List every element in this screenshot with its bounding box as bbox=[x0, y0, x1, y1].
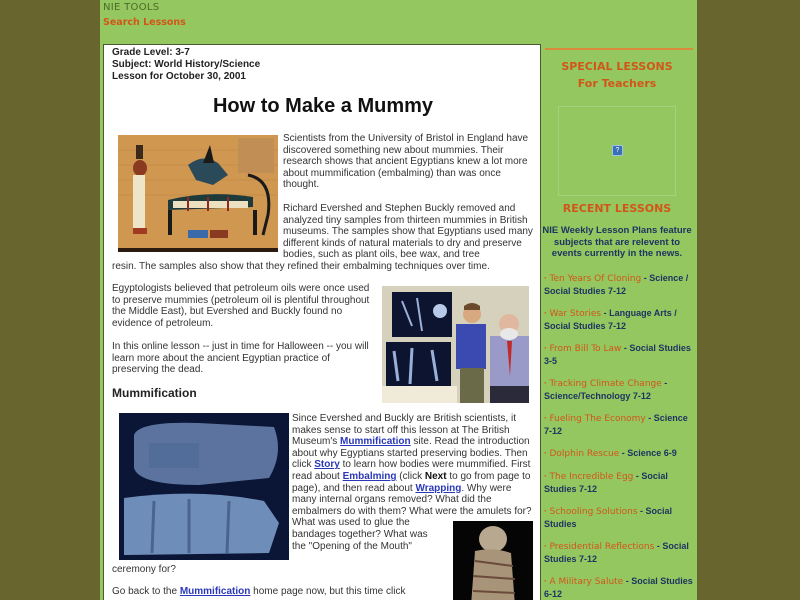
lesson-subject: Science 7-12 bbox=[544, 412, 688, 436]
lesson-link[interactable]: From Bill To Law bbox=[549, 343, 622, 354]
list-item: · A Military Salute - Social Studies 6-12 bbox=[544, 575, 693, 599]
special-lessons-title: SPECIAL LESSONS bbox=[561, 60, 673, 73]
list-item: · Schooling Solutions - Social Studies bbox=[544, 505, 673, 529]
divider bbox=[545, 48, 693, 50]
lesson-link[interactable]: Fueling The Economy bbox=[549, 413, 646, 424]
lesson-link[interactable]: Presidential Reflections bbox=[549, 541, 655, 552]
next-bold: Next bbox=[424, 470, 447, 482]
special-lessons-subtitle: For Teachers bbox=[577, 77, 657, 90]
paragraph-petroleum: Egyptologists believed that petroleum oils were once used to preserve mummies (petroleum oil is plentiful throughout the Middle East), but Evershed and Buckly found no evidence of petroleum. bbox=[112, 283, 370, 329]
lesson-link[interactable]: Tracking Climate Change bbox=[549, 378, 662, 389]
wrapping-link[interactable]: Wrapping bbox=[415, 482, 462, 494]
xray-scientists-image bbox=[382, 286, 529, 403]
mummification-home-link[interactable]: Mummification bbox=[179, 586, 251, 597]
nie-tools bbox=[103, 2, 186, 28]
lesson-meta bbox=[112, 47, 260, 83]
lesson-link[interactable]: Dolphin Rescue bbox=[549, 448, 620, 459]
list-item: · War Stories - Language Arts / Social Studies 7-12 bbox=[544, 307, 677, 331]
text: Since Evershed and Buckly are British scientists, it makes sense to start off this lesson at The British Museum's bbox=[292, 413, 516, 448]
paragraph-halloween: In this online lesson -- just in time for Halloween -- you will learn more about the ancient Egyptian practice of preserving the dead. bbox=[112, 341, 369, 376]
papyrus-image bbox=[118, 135, 278, 252]
text: . Why were many internal organs removed? What did the embalmers do with them? What were the amulets for? What was used to glue the bandages together? What was the "Opening of the Mouth" bbox=[292, 482, 532, 552]
recent-lessons-blurb: NIE Weekly Lesson Plans feature subjects that are relevent to events currently in the news. bbox=[542, 225, 692, 259]
text: to go from page to page), and then read about bbox=[292, 470, 531, 494]
embalming-link[interactable]: Embalming bbox=[342, 470, 397, 482]
list-item: · Tracking Climate Change - Science/Technology 7-12 bbox=[544, 377, 668, 401]
coffin-image bbox=[119, 413, 289, 560]
mummification-link[interactable]: Mummification bbox=[340, 436, 411, 448]
lesson-subject: Social Studies bbox=[544, 505, 673, 529]
lesson-link[interactable]: War Stories bbox=[549, 308, 602, 319]
text: site. Read the introduction about why Egyptians started preserving bodies. Then click bbox=[292, 436, 530, 471]
list-item: · The Incredible Egg - Social Studies 7-12 bbox=[544, 470, 668, 494]
list-item: · From Bill To Law - Social Studies 3-5 bbox=[544, 342, 691, 366]
grade-level: Grade Level: 3-7 bbox=[112, 47, 190, 58]
lesson-subject: Science 6-9 bbox=[627, 447, 677, 458]
nie-tools-title: NIE TOOLS bbox=[103, 2, 160, 13]
lesson-link[interactable]: A Military Salute bbox=[549, 576, 624, 587]
paragraph-ceremony-end: ceremony for? bbox=[112, 564, 176, 575]
sidebar bbox=[541, 44, 693, 600]
recent-lessons-title: RECENT LESSONS bbox=[562, 202, 672, 215]
text: to learn how bodies were mummified. First read about bbox=[292, 459, 531, 482]
lesson-subject: Science / Social Studies 7-12 bbox=[544, 272, 689, 296]
section-heading-mummification: Mummification bbox=[112, 386, 197, 400]
lesson-subject: Social Studies 7-12 bbox=[544, 470, 668, 494]
paragraph-research-top: Richard Evershed and Stephen Buckly removed and analyzed tiny samples from thirteen mummies in British museums. The samples show that Egyptians used many different kinds of natural materials to dry and preserve bodies, such as plant oils, bee wax, and tree bbox=[283, 203, 533, 261]
list-item: · Presidential Reflections - Social Studies 7-12 bbox=[544, 540, 689, 564]
broken-image-icon: ? bbox=[612, 145, 623, 156]
lesson-subject: Science/Technology 7-12 bbox=[544, 390, 651, 401]
page-title: How to Make a Mummy bbox=[212, 95, 434, 117]
ad-box[interactable] bbox=[558, 106, 676, 196]
text: (click bbox=[396, 470, 425, 482]
list-item: · Ten Years Of Cloning - Science / Social Studies 7-12 bbox=[544, 272, 689, 296]
lesson-link[interactable]: Schooling Solutions bbox=[549, 506, 638, 517]
text: home page now, but this time click bbox=[250, 586, 406, 597]
lesson-date: Lesson for October 30, 2001 bbox=[112, 71, 246, 82]
list-item: · Dolphin Rescue - Science 6-9 bbox=[544, 447, 677, 459]
search-lessons-link[interactable]: Search Lessons bbox=[103, 17, 186, 28]
subject: Subject: World History/Science bbox=[112, 59, 261, 70]
lesson-subject: Language Arts / Social Studies 7-12 bbox=[544, 307, 677, 331]
special-lessons-heading bbox=[541, 58, 693, 92]
list-item: · Fueling The Economy - Science 7-12 bbox=[544, 412, 688, 436]
story-link[interactable]: Story bbox=[314, 459, 340, 471]
lesson-content bbox=[103, 44, 541, 600]
wrapped-mummy-image bbox=[453, 521, 533, 600]
lesson-subject: Social Studies 3-5 bbox=[544, 342, 691, 366]
recent-lessons-list bbox=[541, 272, 693, 600]
lesson-subject: Social Studies 6-12 bbox=[544, 575, 693, 599]
lesson-subject: Social Studies 7-12 bbox=[544, 540, 689, 564]
paragraph-go-back bbox=[112, 586, 452, 598]
text: Go back to the bbox=[112, 586, 180, 597]
lesson-link[interactable]: The Incredible Egg bbox=[549, 471, 634, 482]
lesson-link[interactable]: Ten Years Of Cloning bbox=[549, 273, 642, 284]
paragraph-intro: Scientists from the University of Bristol in England have discovered something new about mummies. Their research shows that ancient Egyptians knew a lot more about mummification (embalming) than was once thought. bbox=[283, 133, 529, 191]
paragraph-research-bottom: resin. The samples also show that they refined their embalming techniques over time. bbox=[112, 261, 490, 272]
